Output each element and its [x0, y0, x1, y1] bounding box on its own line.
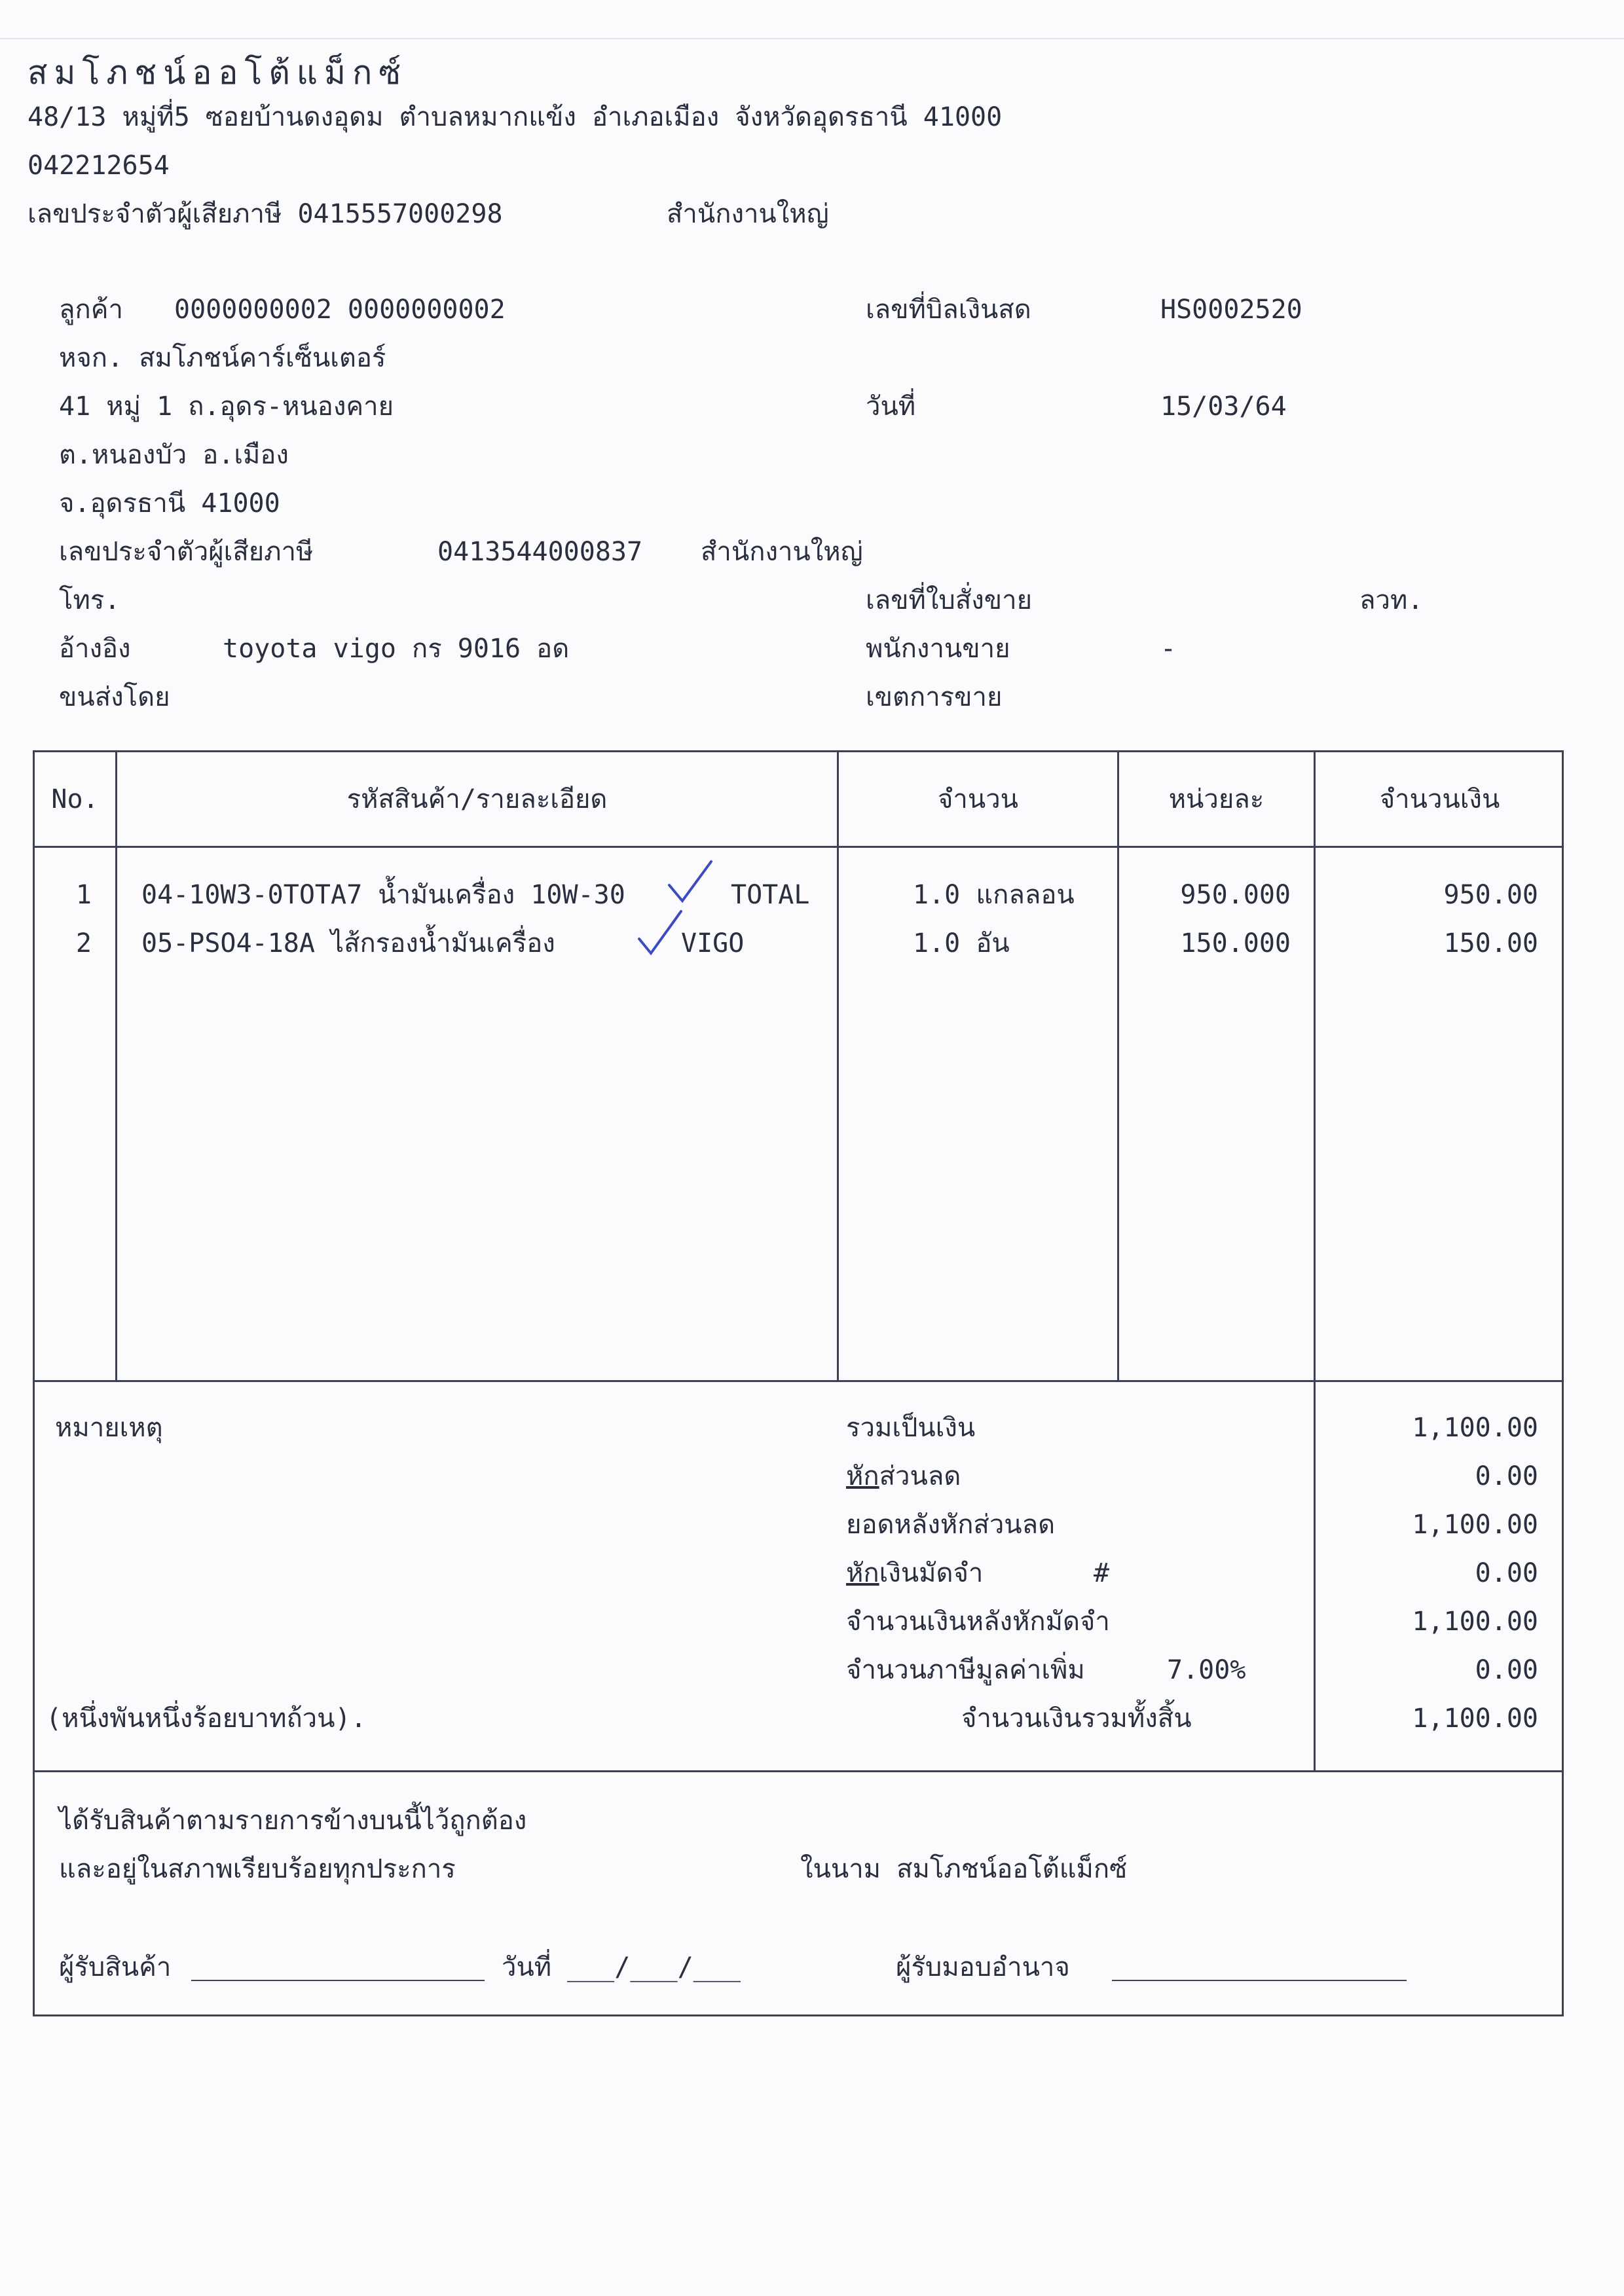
customer-name: หจก. สมโภชน์คาร์เซ็นเตอร์: [59, 343, 386, 373]
col-divider-2: [837, 750, 839, 1380]
customer-phone-label: โทร.: [59, 585, 120, 615]
col-divider-1: [115, 750, 117, 1380]
deposit-value: 0.00: [1475, 1558, 1538, 1588]
company-name: สมโภชน์ออโต้แม็กซ์: [28, 54, 408, 92]
items-bottom-divider: [33, 1380, 1564, 1382]
customer-tax-id: 0413544000837: [437, 537, 643, 567]
vat-rate: 7.00%: [1167, 1655, 1246, 1685]
bill-number: HS0002520: [1160, 295, 1302, 325]
row2-unit-price: 150.000: [1180, 928, 1291, 958]
reference-value: toyota vigo กร 9016 อด: [223, 634, 570, 664]
sales-order-label: เลขที่ใบสั่งขาย: [866, 585, 1033, 615]
top-divider: [0, 38, 1624, 39]
row1-amount: 950.00: [1443, 880, 1538, 910]
deposit-mark: #: [1094, 1558, 1110, 1588]
company-address: 48/13 หมู่ที่5 ซอยบ้านดงอุดม ตำบลหมากแข้ง อำเภอเมือง จังหวัดอุดรธานี 41000: [28, 102, 1003, 132]
salesperson-value: -: [1160, 634, 1177, 664]
customer-label: ลูกค้า: [59, 295, 123, 325]
row2-note: VIGO: [681, 928, 745, 958]
customer-tax-label: เลขประจำตัวผู้เสียภาษี: [59, 537, 314, 567]
header-quantity: จำนวน: [937, 784, 1019, 814]
grand-total-label: จำนวนเงินรวมทั้งสิ้น: [961, 1704, 1192, 1734]
receiver-label: ผู้รับสินค้า: [59, 1952, 172, 1982]
header-description: รหัสสินค้า/รายละเอียด: [346, 784, 608, 814]
row2-quantity: 1.0 อัน: [913, 928, 1010, 958]
receive-date-label: วันที่: [502, 1952, 552, 1982]
authorized-label: ผู้รับมอบอำนาจ: [896, 1952, 1070, 1982]
row1-quantity: 1.0 แกลลอน: [913, 880, 1075, 910]
header-no: No.: [51, 784, 99, 814]
col-divider-3: [1117, 750, 1119, 1380]
customer-address-3: จ.อุดรธานี 41000: [59, 488, 280, 519]
remark-label: หมายเหตุ: [55, 1413, 163, 1443]
after-discount-label: ยอดหลังหักส่วนลด: [846, 1510, 1056, 1540]
after-deposit-value: 1,100.00: [1412, 1607, 1538, 1637]
receive-date-blank: ___/___/___: [567, 1952, 741, 1982]
bill-date: 15/03/64: [1160, 392, 1287, 422]
company-branch: สำนักงานใหญ่: [667, 199, 829, 229]
discount-value: 0.00: [1475, 1461, 1538, 1491]
row1-note: TOTAL: [731, 880, 810, 910]
authorized-signature-line: [1112, 1980, 1407, 1981]
sales-area-label: เขตการขาย: [866, 682, 1003, 712]
checkmark-icon: [665, 859, 715, 905]
sales-order-suffix: ลวท.: [1359, 585, 1424, 615]
checkmark-icon: [635, 909, 685, 956]
bill-number-label: เลขที่บิลเงินสด: [866, 295, 1031, 325]
customer-address-2: ต.หนองบัว อ.เมือง: [59, 440, 289, 470]
shipping-label: ขนส่งโดย: [59, 682, 170, 712]
on-behalf-of: ในนาม สมโภชน์ออโต้แม็กซ์: [800, 1854, 1128, 1884]
row2-no: 2: [75, 928, 92, 958]
discount-label: หักส่วนลด: [846, 1461, 961, 1491]
reference-label: อ้างอิง: [59, 634, 131, 664]
subtotal-label: รวมเป็นเงิน: [846, 1413, 976, 1443]
row1-unit-price: 950.000: [1180, 880, 1291, 910]
ack-line-2: และอยู่ในสภาพเรียบร้อยทุกประการ: [59, 1854, 456, 1884]
header-amount: จำนวนเงิน: [1379, 784, 1500, 814]
row1-description: 04-10W3-0TOTA7 น้ำมันเครื่อง 10W-30: [141, 880, 625, 910]
amount-in-words: (หนึ่งพันหนึ่งร้อยบาทถ้วน).: [46, 1704, 367, 1734]
customer-address-1: 41 หมู่ 1 ถ.อุดร-หนองคาย: [59, 392, 394, 422]
receiver-signature-line: [191, 1980, 485, 1981]
subtotal-value: 1,100.00: [1412, 1413, 1538, 1443]
company-tax-id: เลขประจำตัวผู้เสียภาษี 0415557000298: [28, 199, 503, 229]
header-divider: [33, 846, 1564, 848]
after-deposit-label: จำนวนเงินหลังหักมัดจำ: [846, 1607, 1110, 1637]
header-unit-price: หน่วยละ: [1168, 784, 1264, 814]
ack-line-1: ได้รับสินค้าตามรายการข้างบนนี้ไว้ถูกต้อง: [59, 1806, 527, 1836]
row2-description: 05-PSO4-18A ไส้กรองน้ำมันเครื่อง: [141, 928, 555, 958]
after-discount-value: 1,100.00: [1412, 1510, 1538, 1540]
vat-label: จำนวนภาษีมูลค่าเพิ่ม: [846, 1655, 1085, 1685]
salesperson-label: พนักงานขาย: [866, 634, 1010, 664]
row2-amount: 150.00: [1443, 928, 1538, 958]
row1-no: 1: [75, 880, 92, 910]
summary-bottom-divider: [33, 1770, 1564, 1772]
deposit-label: หักเงินมัดจำ: [846, 1558, 984, 1588]
bill-date-label: วันที่: [866, 392, 916, 422]
customer-branch: สำนักงานใหญ่: [701, 537, 863, 567]
company-phone: 042212654: [28, 151, 170, 181]
grand-total-value: 1,100.00: [1412, 1704, 1538, 1734]
vat-value: 0.00: [1475, 1655, 1538, 1685]
customer-codes: 0000000002 0000000002: [174, 295, 506, 325]
